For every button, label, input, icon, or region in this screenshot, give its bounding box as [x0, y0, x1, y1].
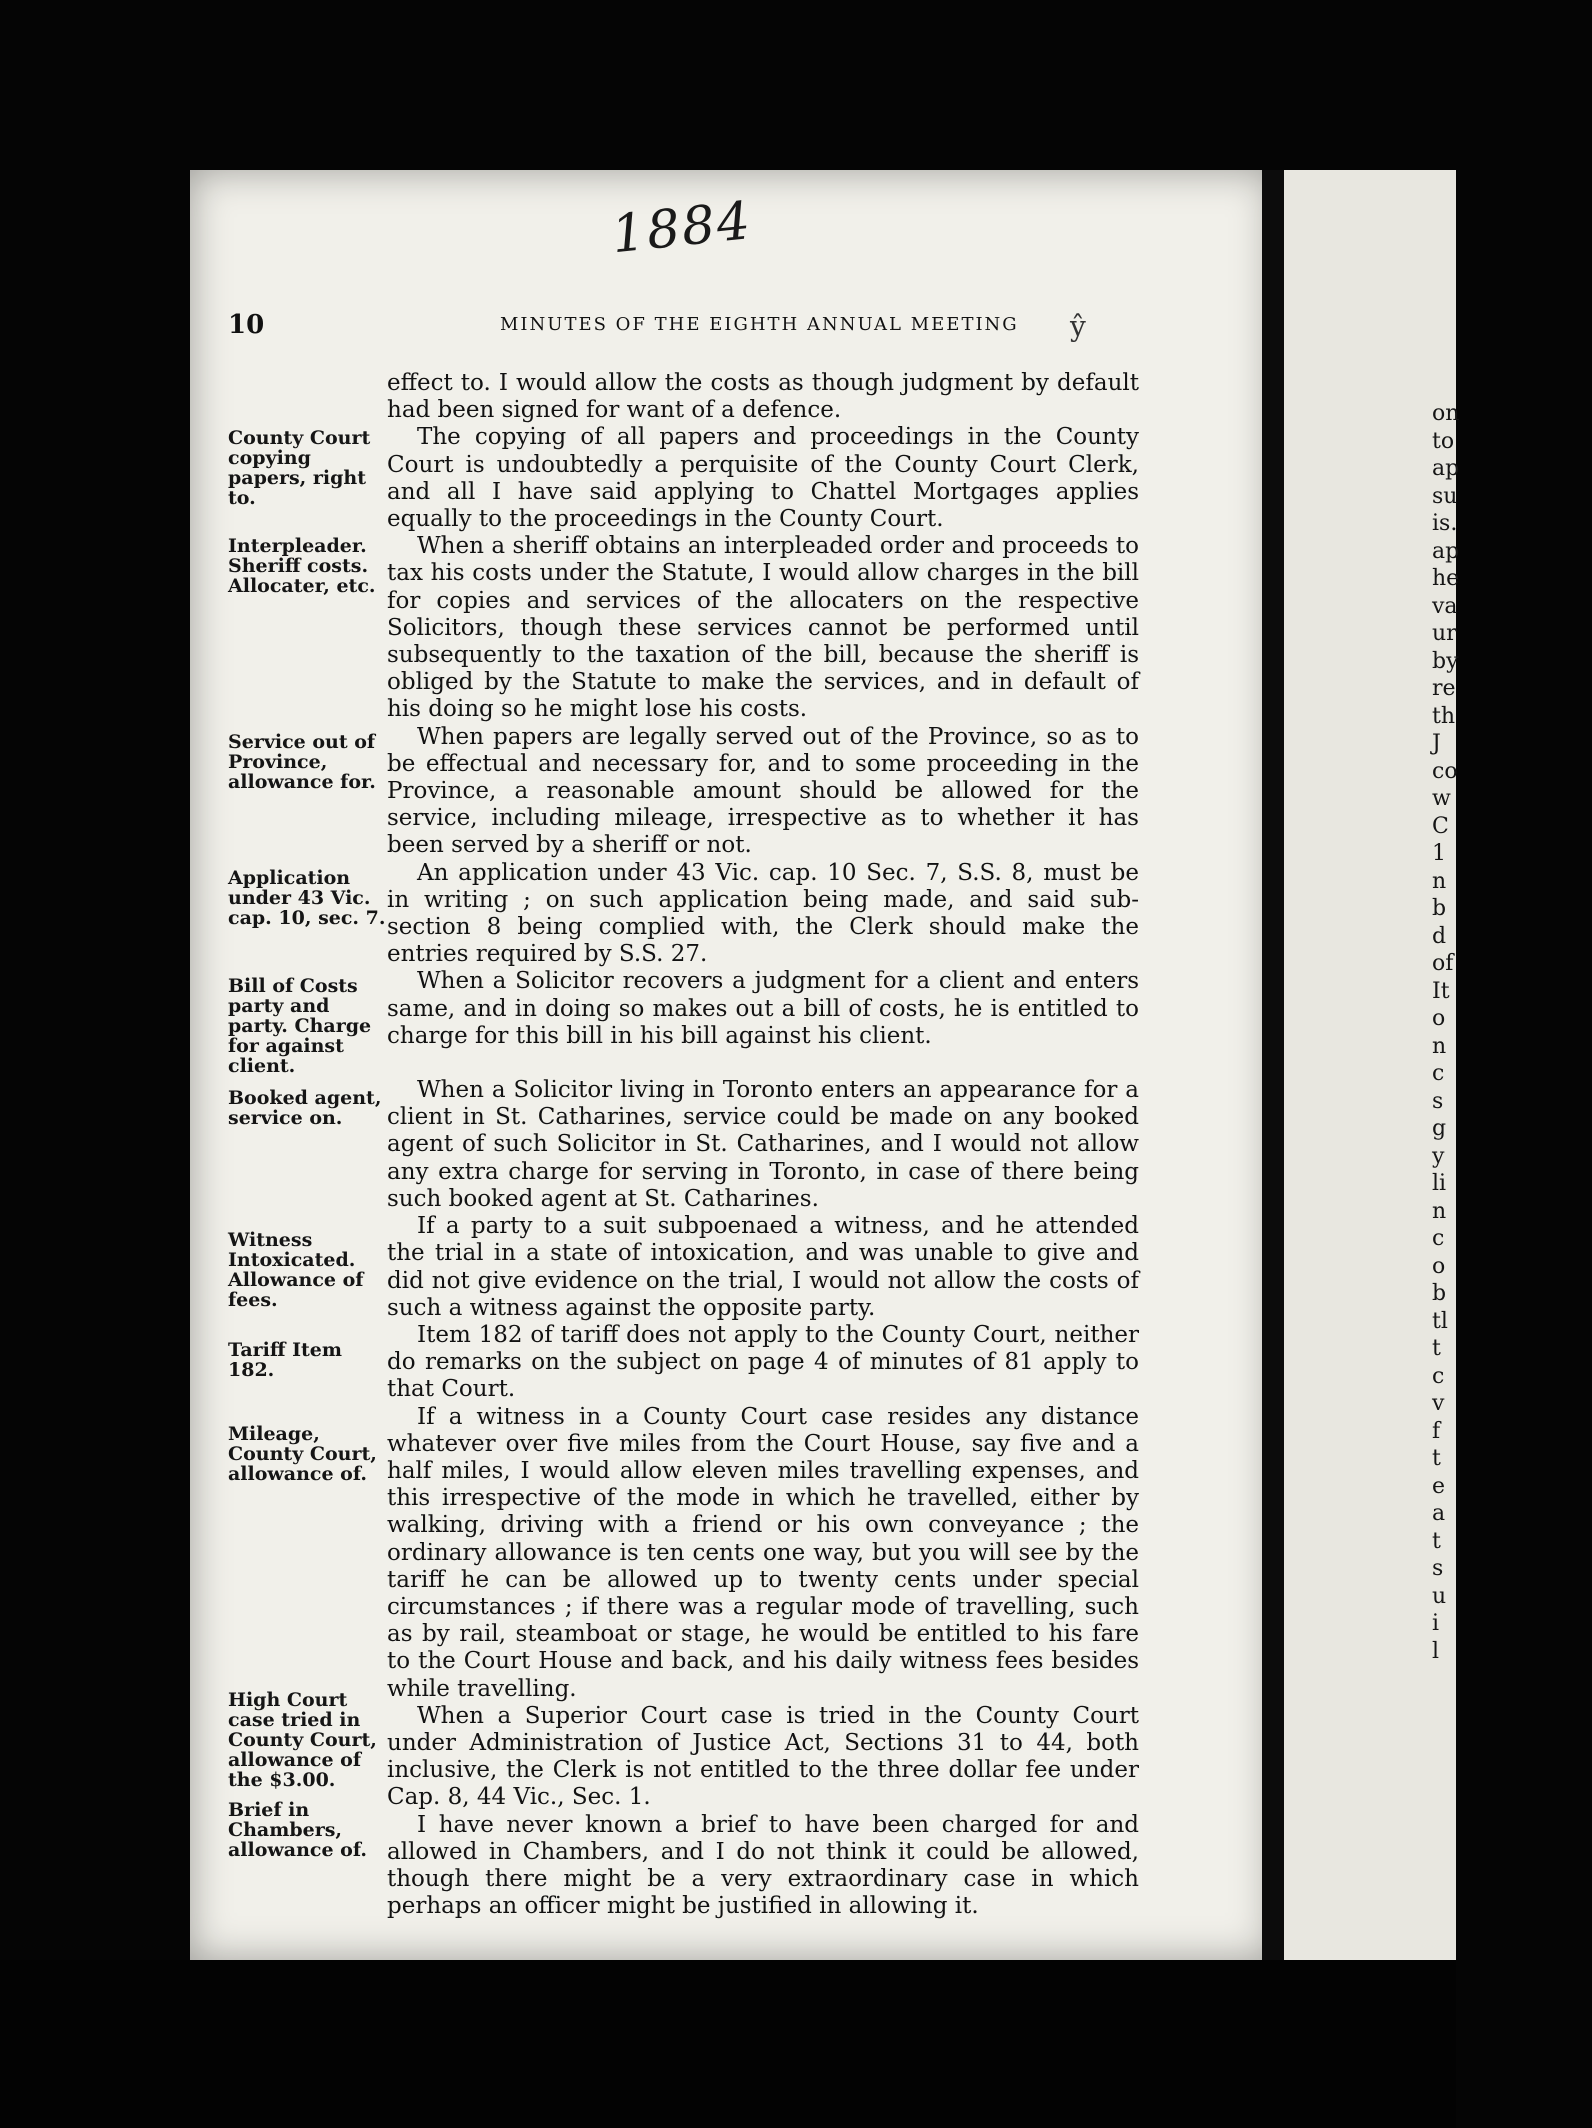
book-gutter — [1262, 170, 1284, 1960]
facing-page-fragment: C — [1432, 813, 1449, 839]
side-note: Brief in Chambers, allowance of. — [228, 1799, 367, 1861]
facing-page-fragment: c — [1432, 1226, 1445, 1251]
facing-page-fragment: It — [1432, 978, 1450, 1004]
facing-page-fragment: re — [1432, 676, 1456, 701]
facing-page-fragment: o — [1432, 1006, 1446, 1031]
facing-page-fragment: ur — [1432, 621, 1457, 646]
facing-page — [1284, 170, 1460, 1960]
side-note: Bill of Costs party and party. Charge for against client. — [228, 975, 372, 1077]
facing-page-fragment: on — [1432, 401, 1460, 426]
facing-page-fragment: of — [1432, 951, 1454, 976]
facing-page-fragment: J — [1432, 731, 1441, 756]
paragraph: If a party to a suit subpoenaed a witness, and he attended the trial in a state of intoxication, and was unable to give and did not give evidence on the trial, I would not allow the costs of such a witness against the opposite party. — [387, 1213, 1139, 1321]
facing-page-fragment: e — [1432, 1473, 1446, 1499]
side-note: Witness Intoxicated. Allowance of fees. — [228, 1229, 364, 1311]
paragraph: When a sheriff obtains an interpleaded order and proceeds to tax his costs under the Statute, I would allow charges in the bill for copies and services of the allocaters on the respective Solicitors, though these services cannot be performed until subsequently to the taxation of the bill, because the sheriff is obliged by the Statute to make the services, and in default of his doing so he might lose his costs. — [387, 533, 1139, 723]
paragraph: When papers are legally served out of the Province, so as to be effectual and necessary for, and to some proceeding in the Province, a reasonable amount should be allowed for the service, including mileage, irrespective as to whether it has been served by a sheriff or not. — [387, 723, 1139, 859]
handwritten-year: 1884 — [608, 190, 755, 266]
scan-border — [0, 1960, 1456, 2128]
facing-page-fragment: tl — [1432, 1308, 1448, 1334]
facing-page-fragment: o — [1432, 1253, 1446, 1279]
facing-page-fragment: g — [1432, 1116, 1447, 1141]
paragraph: I have never known a brief to have been charged for and allowed in Chambers, and I do not think it could be allowed, though there might be a very extraordinary case in which perhaps an officer might be justified in allowing it. — [387, 1811, 1139, 1920]
facing-page-fragment: f — [1432, 1418, 1441, 1444]
facing-page-fragment: n — [1432, 868, 1447, 894]
side-note: Interpleader. Sheriff costs. Allocater, etc. — [228, 535, 376, 597]
facing-page-fragment: co — [1432, 758, 1458, 784]
facing-page-fragment: va — [1432, 593, 1458, 619]
paragraph: An application under 43 Vic. cap. 10 Sec. 7, S.S. 8, must be in writing ; on such application being made, and said sub-section 8 being complied with, the Clerk should make the entries required by S.S. 27. — [387, 859, 1139, 968]
paragraph: The copying of all papers and proceedings in the County Court is undoubtedly a perquisite of the County Court Clerk, and all I have said applying to Chattel Mortgages applies equally to the proceedings in the County Court. — [387, 424, 1139, 533]
side-note: Application under 43 Vic. cap. 10, sec. 7. — [228, 867, 386, 929]
paragraph: Item 182 of tariff does not apply to the County Court, neither do remarks on the subject on page 4 of minutes of 81 apply to that Court. — [387, 1321, 1139, 1403]
facing-page-fragment: th — [1432, 703, 1456, 729]
facing-page-fragment: t — [1432, 1336, 1441, 1361]
facing-page-fragment: y — [1432, 1143, 1445, 1169]
paragraph: effect to. I would allow the costs as though judgment by default had been signed for want of a defence. — [387, 370, 1139, 424]
paragraph: When a Superior Court case is tried in the County Court under Administration of Justice Act, Sections 31 to 44, both inclusive, the Clerk is not entitled to the three dollar fee under Cap. 8, 44 Vic., Sec. 1. — [387, 1702, 1139, 1811]
facing-page-fragment: su — [1432, 483, 1458, 509]
margin-mark: ŷ — [1070, 310, 1086, 343]
side-note: High Court case tried in County Court, allowance of the $3.00. — [228, 1689, 377, 1791]
facing-page-fragment: v — [1432, 1391, 1445, 1416]
paragraph: If a witness in a County Court case resides any distance whatever over five miles from the Court House, say five and a half miles, I would allow eleven miles travelling expenses, and this irrespective of the mode in which he travelled, either by walking, driving with a friend or his own conveyance ; the ordinary allowance is ten cents one way, but you will see by the tariff he can be allowed up to twenty cents under special circumstances ; if there was a regular mode of travelling, such as by rail, steamboat or stage, he would be entitled to his fare to the Court House and back, and his daily witness fees besides while travelling. — [387, 1403, 1139, 1702]
facing-page-fragment: li — [1432, 1171, 1447, 1196]
side-note: County Court copying papers, right to. — [228, 427, 371, 509]
facing-page-fragment: c — [1432, 1363, 1445, 1389]
facing-page-fragment: u — [1432, 1583, 1447, 1609]
side-note: Booked agent, service on. — [228, 1087, 382, 1129]
facing-page-fragment: i — [1432, 1611, 1440, 1636]
paragraph: When a Solicitor recovers a judgment for a client and enters same, and in doing so makes out a bill of costs, he is entitled to charge for this bill in his bill against his client. — [387, 968, 1139, 1049]
facing-page-fragment: d — [1432, 923, 1447, 949]
side-note: Mileage, County Court, allowance of. — [228, 1423, 377, 1485]
facing-page-fragment: a — [1432, 1501, 1446, 1526]
facing-page-fragment: b — [1432, 1281, 1447, 1306]
side-note: Tariff Item 182. — [228, 1339, 342, 1381]
facing-page-fragment: n — [1432, 1198, 1447, 1224]
facing-page-fragment: w — [1432, 786, 1451, 811]
facing-page-fragment: ap — [1432, 456, 1460, 481]
facing-page-fragment: ap — [1432, 538, 1460, 564]
facing-page-fragment: n — [1432, 1033, 1447, 1059]
paragraph: When a Solicitor living in Toronto enters an appearance for a client in St. Catharines, service could be made on any booked agent of such Solicitor in St. Catharines, and I would not allow any extra charge for serving in Toronto, in case of there being such booked agent at St. Catharines. — [387, 1077, 1139, 1212]
side-note: Service out of Province, allowance for. — [228, 731, 376, 793]
facing-page-fragment: to — [1432, 428, 1455, 454]
body-text — [387, 370, 1139, 1920]
facing-page-fragment: by — [1432, 648, 1459, 674]
facing-page-fragment: is. — [1432, 511, 1458, 536]
running-header: MINUTES OF THE EIGHTH ANNUAL MEETING — [500, 314, 1019, 335]
facing-page-fragment: he — [1432, 566, 1460, 591]
facing-page-fragment: c — [1432, 1061, 1445, 1086]
facing-page-fragment: t — [1432, 1446, 1441, 1471]
facing-page-fragment: s — [1432, 1556, 1444, 1581]
page-number: 10 — [228, 310, 265, 340]
facing-page-fragment: 1 — [1432, 841, 1446, 866]
facing-page-fragment: b — [1432, 896, 1447, 921]
facing-page-fragment: s — [1432, 1088, 1444, 1114]
facing-page-fragment: t — [1432, 1528, 1441, 1554]
facing-page-fragment: l — [1432, 1638, 1440, 1664]
